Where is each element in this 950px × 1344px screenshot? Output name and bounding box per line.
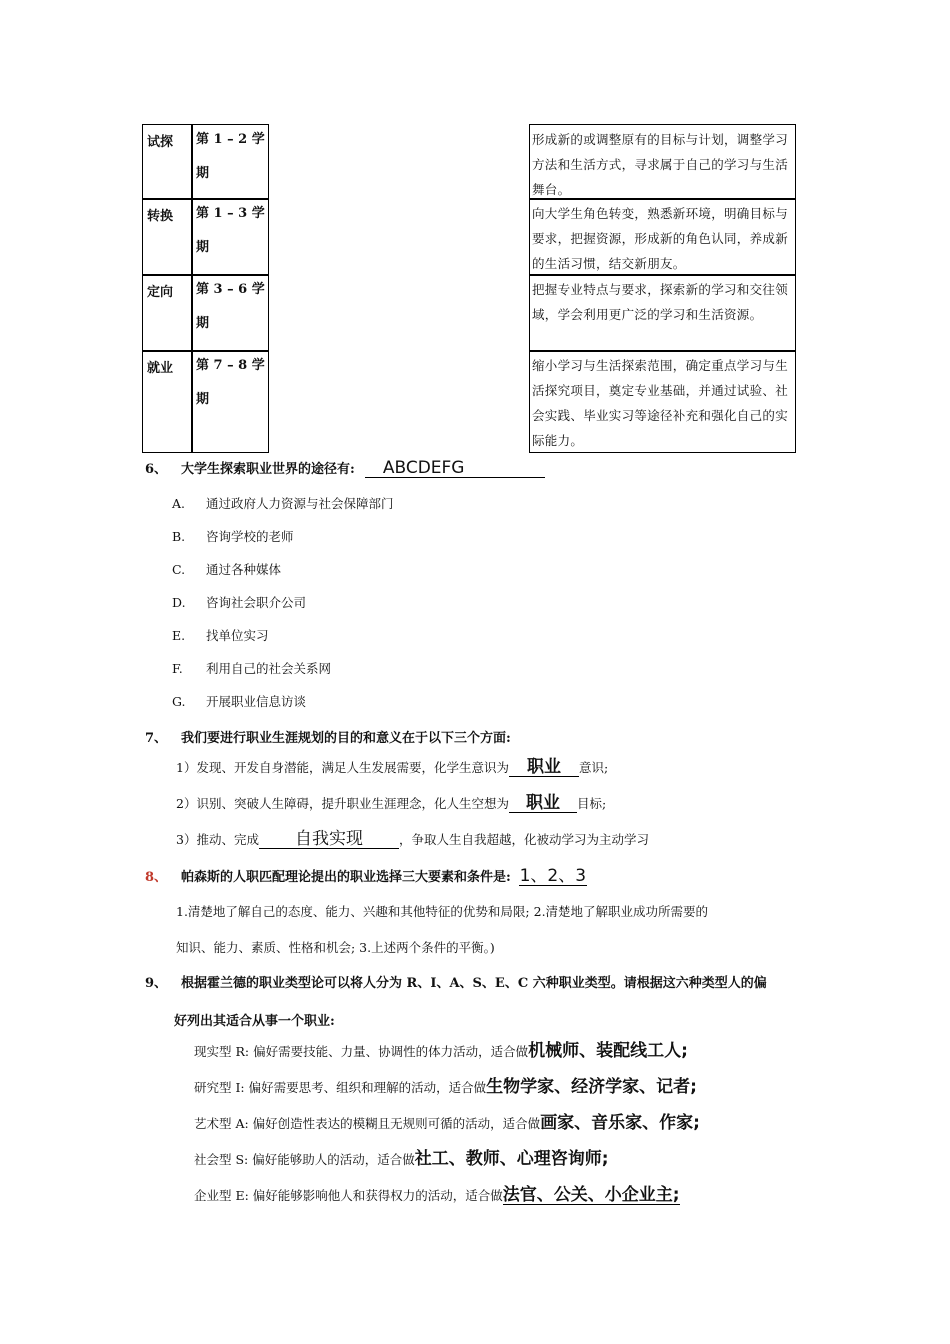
- line-text: 2）识别、突破人生障碍，提升职业生涯理念，化人生空想为: [176, 796, 509, 811]
- item-text: 研究型 I: 偏好需要思考、组织和理解的活动，适合做: [194, 1080, 487, 1095]
- table-cell-phase: [142, 124, 193, 200]
- option-item: [172, 659, 331, 677]
- option-text: 咨询学校的老师: [206, 529, 294, 544]
- q9-item-investigative: [194, 1078, 697, 1096]
- desc-text: 形成新的或调整原有的目标与计划，调整学习方法和生活方式，寻求属于自己的学习与生活舞台。: [532, 132, 789, 197]
- question-7: [145, 727, 511, 746]
- option-item: [172, 527, 294, 545]
- term-label: 第 1 – 3 学期: [196, 206, 265, 255]
- option-text: 咨询社会职介公司: [206, 595, 307, 610]
- option-letter: B.: [172, 529, 186, 544]
- term-label: 第 1 – 2 学期: [196, 132, 265, 181]
- q8-note-line-1: 1.清楚地了解自己的态度、能力、兴趣和其他特征的优势和局限; 2.清楚地了解职业成功所需要的: [176, 904, 709, 919]
- option-letter: E.: [172, 628, 186, 643]
- table-cell-term: [191, 198, 269, 276]
- table-cell-term: [191, 350, 269, 453]
- table-cell-phase: [142, 198, 193, 276]
- line-text: 1）发现、开发自身潜能，满足人生发展需要，化学生意识为: [176, 760, 509, 775]
- option-letter: F.: [172, 661, 183, 676]
- desc-text: 把握专业特点与要求，探索新的学习和交往领域，学会利用更广泛的学习和生活资源。: [532, 282, 789, 322]
- line-text: 3）推动、完成: [176, 832, 259, 847]
- table-cell-desc: [529, 350, 796, 453]
- phase-label: 试探: [147, 135, 174, 150]
- question-number: 9、: [145, 976, 168, 991]
- q7-line-2: [176, 794, 606, 813]
- question-6: [145, 458, 545, 478]
- desc-text: 向大学生角色转变，熟悉新环境，明确目标与要求，把握资源，形成新的角色认同，养成新的生活习惯，结交新朋友。: [532, 206, 789, 271]
- answer-blank: 机械师、装配线工人;: [528, 1041, 688, 1061]
- table-cell-desc: [529, 198, 796, 276]
- question-number: 7、: [145, 731, 168, 746]
- q7-line-1: [176, 758, 608, 777]
- q9-item-realistic: [194, 1042, 688, 1060]
- answer-blank: 职业: [509, 794, 577, 813]
- table-cell-phase: [142, 350, 193, 453]
- table-cell-term: [191, 124, 269, 200]
- option-letter: D.: [172, 595, 186, 610]
- question-number: 6、: [145, 462, 168, 477]
- question-8: [145, 866, 587, 886]
- table-cell-desc: [529, 124, 796, 200]
- answer-blank: 自我实现: [259, 830, 399, 849]
- item-text: 社会型 S: 偏好能够助人的活动，适合做: [194, 1152, 415, 1167]
- option-letter: G.: [172, 694, 186, 709]
- question-title-cont: 好列出其适合从事一个职业:: [174, 1014, 335, 1029]
- term-label: 第 7 – 8 学期: [196, 358, 265, 407]
- table-cell-phase: [142, 274, 193, 352]
- option-text: 开展职业信息访谈: [206, 694, 307, 709]
- item-text: 现实型 R: 偏好需要技能、力量、协调性的体力活动，适合做: [194, 1044, 529, 1059]
- question-number: 8、: [145, 870, 168, 885]
- q7-line-3: [176, 830, 649, 849]
- q9-item-social: [194, 1150, 609, 1168]
- question-title: 大学生探索职业世界的途径有:: [181, 462, 355, 477]
- answer-blank: 职业: [509, 758, 579, 777]
- answer-blank: 1、2、3: [519, 866, 587, 886]
- term-label: 第 3 – 6 学期: [196, 282, 265, 331]
- item-text: 艺术型 A: 偏好创造性表达的模糊且无规则可循的活动，适合做: [194, 1116, 541, 1131]
- q9-item-enterprising: [194, 1186, 680, 1205]
- answer-blank: 生物学家、经济学家、记者;: [486, 1077, 697, 1097]
- line-text: 意识;: [578, 760, 609, 775]
- option-text: 通过各种媒体: [206, 562, 282, 577]
- option-text: 利用自己的社会关系网: [206, 661, 332, 676]
- option-letter: C.: [172, 562, 186, 577]
- line-text: ，争取人生自我超越，化被动学习为主动学习: [398, 832, 649, 847]
- question-title: 帕森斯的人职匹配理论提出的职业选择三大要素和条件是:: [181, 870, 511, 885]
- q8-note-line-2: 知识、能力、素质、性格和机会; 3.上述两个条件的平衡。): [176, 940, 495, 955]
- option-item: [172, 692, 306, 710]
- phase-label: 转换: [147, 209, 174, 224]
- q9-item-artistic: [194, 1114, 700, 1132]
- desc-text: 缩小学习与生活探索范围，确定重点学习与生活探究项目，奠定专业基础，并通过试验、社会实践、毕业实习等途径补充和强化自己的实际能力。: [532, 358, 789, 448]
- question-9: [145, 972, 767, 991]
- answer-blank: 画家、音乐家、作家;: [540, 1113, 700, 1133]
- phase-label: 就业: [147, 361, 174, 376]
- question-title: 我们要进行职业生涯规划的目的和意义在于以下三个方面:: [181, 731, 511, 746]
- phase-label: 定向: [147, 285, 174, 300]
- option-item: [172, 593, 306, 611]
- question-title: 根据霍兰德的职业类型论可以将人分为 R、I、A、S、E、C 六种职业类型。请根据这六种类型人的偏: [181, 976, 767, 991]
- option-letter: A.: [172, 496, 186, 511]
- answer-blank: 社工、教师、心理咨询师;: [414, 1149, 609, 1169]
- table-cell-desc: [529, 274, 796, 352]
- item-text: 企业型 E: 偏好能够影响他人和获得权力的活动，适合做: [194, 1188, 503, 1203]
- option-item: [172, 560, 281, 578]
- option-item: [172, 494, 394, 512]
- option-item: [172, 626, 269, 644]
- option-text: 通过政府人力资源与社会保障部门: [206, 496, 394, 511]
- option-text: 找单位实习: [206, 628, 269, 643]
- answer-blank: 法官、公关、小企业主;: [502, 1185, 680, 1205]
- answer-blank: ABCDEFG: [365, 459, 545, 478]
- table-cell-term: [191, 274, 269, 352]
- line-text: 目标;: [576, 796, 607, 811]
